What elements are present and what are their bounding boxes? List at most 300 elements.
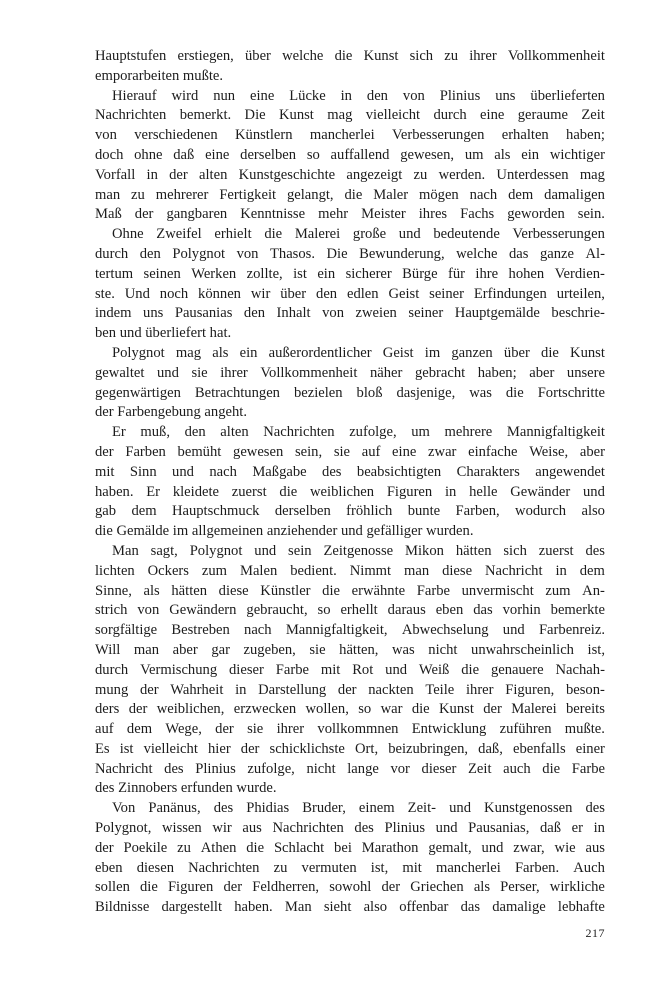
- word: Farben,: [455, 503, 500, 520]
- word: Verbesserungen: [392, 127, 485, 144]
- word: Bestreben: [171, 622, 230, 639]
- word: mehrere: [444, 424, 493, 441]
- text-line: [95, 502, 605, 522]
- word: derselben: [274, 503, 331, 520]
- word: war: [380, 701, 403, 718]
- word: dem: [508, 186, 534, 203]
- word: sollen: [95, 879, 130, 896]
- word: wichtiger: [549, 146, 605, 163]
- word: nackten: [368, 681, 414, 698]
- word: derselben: [240, 146, 297, 163]
- word: Figuren: [167, 879, 214, 896]
- word: hätten: [455, 542, 492, 559]
- word: können: [198, 285, 241, 302]
- word: zwar: [428, 443, 457, 460]
- word: und: [582, 483, 605, 500]
- word: Nachah-: [555, 661, 605, 678]
- word: die: [334, 48, 353, 64]
- word: zum: [545, 582, 571, 599]
- word: damalige: [492, 899, 546, 916]
- text-line: [95, 285, 605, 305]
- word: gewaltet: [95, 364, 145, 381]
- word: dem: [579, 562, 605, 579]
- word: sie: [191, 364, 208, 381]
- word: der: [240, 740, 260, 757]
- word: Fertigkeit: [219, 186, 277, 203]
- word: also: [363, 899, 388, 916]
- word: lichten: [95, 562, 135, 579]
- word: Athen: [200, 839, 237, 856]
- word: mögen: [419, 186, 459, 203]
- word: der: [223, 879, 243, 896]
- word: seiner: [408, 305, 444, 322]
- word: mehr: [318, 206, 349, 223]
- word: Nachrichten: [272, 820, 344, 837]
- text-line: [95, 463, 605, 483]
- word: Polygnot: [189, 542, 243, 559]
- word: sieht: [323, 899, 352, 916]
- word: Ohne: [112, 226, 144, 243]
- word: diesen: [136, 859, 174, 876]
- word: ihres: [418, 206, 448, 223]
- word: in: [340, 87, 352, 104]
- word: der: [95, 839, 114, 856]
- word: zweien: [355, 305, 397, 322]
- text-line: [95, 542, 605, 562]
- word: die: [344, 186, 363, 203]
- word: Gewänder: [510, 483, 571, 500]
- word: ihrer: [465, 681, 494, 698]
- word: zum: [201, 562, 228, 579]
- word: Mannigfaltigkeit,: [285, 622, 388, 639]
- word: zuerst: [538, 542, 574, 559]
- word: bunte: [407, 503, 441, 520]
- word: muß,: [140, 424, 170, 441]
- word: haben;: [566, 127, 605, 144]
- word: den: [139, 245, 161, 262]
- word: er: [571, 820, 583, 837]
- word: um: [411, 424, 430, 441]
- word: edlen: [346, 285, 379, 302]
- word: so: [358, 701, 372, 718]
- word: Bruder,: [302, 800, 346, 817]
- word: und: [449, 800, 471, 817]
- word: indem: [95, 305, 132, 322]
- word: vollkommnen: [317, 721, 399, 738]
- word: erhielt: [214, 226, 252, 243]
- word: Bildnisse: [95, 899, 150, 916]
- word: außerordentlicher: [268, 344, 372, 361]
- word: hätten: [171, 582, 208, 599]
- text-line: [95, 839, 605, 859]
- word: zu: [413, 166, 428, 183]
- word: in: [593, 820, 605, 837]
- word: Zeit: [468, 760, 492, 777]
- word: Darstellung: [258, 681, 327, 698]
- word: sicherer: [345, 265, 392, 282]
- word: Nachrichten: [95, 107, 167, 124]
- word: sie: [247, 721, 264, 738]
- word: Farbe: [416, 582, 450, 599]
- word: Sinne,: [95, 582, 132, 599]
- word: vielleicht: [143, 740, 198, 757]
- word: eine: [392, 443, 417, 460]
- word: Maß: [95, 206, 122, 223]
- word: diese: [218, 582, 249, 599]
- text-line: [95, 562, 605, 582]
- word: für: [447, 265, 466, 282]
- word: aus: [585, 839, 605, 856]
- word: doch: [95, 146, 124, 163]
- text-line: [95, 166, 605, 186]
- word: daß: [173, 146, 195, 163]
- text-line: [95, 265, 605, 285]
- word: gegenwärtigen: [95, 384, 181, 401]
- word: als: [143, 582, 160, 599]
- word: angewendet: [535, 463, 605, 480]
- word: Erfindungen: [473, 285, 547, 302]
- word: Vermischung: [140, 661, 218, 678]
- word: sein,: [294, 443, 323, 460]
- word: also: [581, 503, 605, 520]
- word: Marathon: [361, 839, 419, 856]
- word: zu: [131, 186, 145, 203]
- word: Maßgabe: [252, 463, 307, 480]
- word: dem: [126, 721, 153, 738]
- text-line: [95, 225, 605, 245]
- word: wie: [554, 839, 576, 856]
- word: und: [398, 226, 421, 243]
- word: Maler: [373, 186, 409, 203]
- word: wollen,: [305, 701, 349, 718]
- word: mag: [327, 107, 353, 124]
- text-line: [95, 720, 605, 740]
- word: gab: [95, 503, 117, 520]
- word: durch: [433, 107, 467, 124]
- word: man: [95, 186, 121, 203]
- word: sein: [288, 542, 312, 559]
- word: haben;: [477, 364, 517, 381]
- word: überlieferten: [530, 87, 605, 104]
- word: von: [137, 602, 160, 619]
- word: Er: [146, 483, 161, 500]
- word: nach: [209, 463, 237, 480]
- word: gemalt,: [428, 839, 472, 856]
- word: dem: [131, 503, 157, 520]
- word: zuführen: [499, 721, 552, 738]
- text-line: [95, 483, 605, 503]
- word: Plinius: [195, 760, 236, 777]
- word: Polygnot,: [95, 820, 152, 837]
- word: so: [317, 602, 331, 619]
- word: sorgfältige: [95, 622, 158, 639]
- word: Künstlern: [234, 127, 293, 144]
- word: ganzen: [451, 344, 493, 361]
- word: seiner: [429, 285, 464, 302]
- text-line: [95, 344, 605, 364]
- word: mung: [95, 681, 129, 698]
- word: An-: [582, 582, 605, 599]
- word: mußte.: [564, 721, 605, 738]
- word: einfache: [468, 443, 518, 460]
- text-line: [95, 146, 605, 166]
- word: Fachs: [460, 206, 495, 223]
- word: eben: [435, 602, 464, 619]
- word: Mikon: [405, 542, 444, 559]
- text-line: [95, 186, 605, 206]
- word: Malerei: [511, 701, 557, 718]
- word: Farbenreiz.: [538, 622, 605, 639]
- word: ganze: [539, 245, 574, 262]
- word: dieser: [229, 661, 264, 678]
- text-line: [95, 878, 605, 898]
- paragraph: [95, 799, 605, 918]
- word: haben.: [95, 483, 134, 500]
- page-number: 217: [585, 926, 605, 940]
- word: ihrer: [469, 48, 497, 64]
- word: Kunstgenossen: [484, 800, 573, 817]
- text-line: die Gemälde im allgemeinen anziehender und gefälliger wurden.: [95, 523, 474, 540]
- word: bemerkte: [550, 602, 605, 619]
- word: verschiedenen: [134, 127, 218, 144]
- word: erstiegen,: [177, 48, 234, 64]
- word: diese: [442, 562, 473, 579]
- word: von: [95, 127, 117, 144]
- text-line: der Farbengebung angeht.: [95, 404, 247, 421]
- word: fröhlich: [346, 503, 393, 520]
- text-line: [95, 304, 605, 324]
- text-line: [95, 205, 605, 225]
- word: eine: [480, 107, 505, 124]
- word: geworden: [507, 206, 565, 223]
- word: zollte,: [246, 265, 283, 282]
- word: Schlacht: [273, 839, 325, 856]
- paragraph: [95, 47, 605, 87]
- text-line: [95, 681, 605, 701]
- word: alten: [220, 424, 249, 441]
- word: nach: [469, 186, 498, 203]
- word: Es: [95, 740, 110, 757]
- word: Bewunderung,: [359, 245, 445, 262]
- word: gelangt,: [286, 186, 334, 203]
- word: Malen: [239, 562, 278, 579]
- word: angezeigt: [346, 166, 403, 183]
- word: der: [139, 681, 159, 698]
- word: Pausanias,: [468, 820, 530, 837]
- word: hohen: [508, 265, 545, 282]
- word: beizubringen,: [388, 740, 469, 757]
- word: Geist: [382, 344, 414, 361]
- word: zu: [444, 48, 459, 64]
- word: damaligen: [544, 186, 605, 203]
- word: Inhalt: [276, 305, 311, 322]
- word: bedient.: [290, 562, 337, 579]
- word: Zweifel: [156, 226, 202, 243]
- text-line: [95, 582, 605, 602]
- word: des: [585, 800, 605, 817]
- word: erzwecken: [233, 701, 297, 718]
- word: und: [157, 364, 179, 381]
- word: Lücke: [289, 87, 326, 104]
- word: auffallend: [330, 146, 390, 163]
- word: Meister: [361, 206, 406, 223]
- word: der: [381, 879, 401, 896]
- word: ein: [239, 344, 258, 361]
- word: Al-: [585, 245, 605, 262]
- word: gebracht: [414, 364, 466, 381]
- word: die: [411, 701, 430, 718]
- word: Kunst: [363, 48, 399, 64]
- word: unwahrscheinlich: [471, 641, 574, 658]
- word: bloß: [356, 384, 383, 401]
- word: was: [392, 641, 415, 658]
- text-line: [95, 364, 605, 384]
- word: bezielen: [293, 384, 343, 401]
- text-line: [95, 621, 605, 641]
- word: mancherlei: [309, 127, 375, 144]
- word: bei: [334, 839, 352, 856]
- word: mag: [175, 344, 202, 361]
- word: dasjenige,: [396, 384, 456, 401]
- word: man: [404, 562, 430, 579]
- word: nun: [213, 87, 236, 104]
- word: hier: [207, 740, 231, 757]
- word: Kunstgeschichte: [238, 166, 336, 183]
- word: von: [236, 245, 259, 262]
- paragraph: [95, 87, 605, 226]
- word: unsere: [566, 364, 605, 381]
- word: Betrachtungen: [194, 384, 280, 401]
- word: seinen: [143, 265, 181, 282]
- word: Kunst: [278, 107, 314, 124]
- word: beschrie-: [551, 305, 605, 322]
- word: die: [139, 879, 158, 896]
- word: näher: [369, 364, 403, 381]
- word: auf: [361, 443, 381, 460]
- word: zwar,: [513, 839, 545, 856]
- word: die: [541, 344, 559, 361]
- paragraph: [95, 423, 605, 542]
- word: des: [322, 463, 342, 480]
- word: alten: [199, 166, 228, 183]
- word: als: [212, 344, 229, 361]
- word: Figuren: [386, 483, 433, 500]
- word: über: [280, 285, 307, 302]
- text-line: [95, 384, 605, 404]
- word: Pausanias: [174, 305, 233, 322]
- word: Bürge: [402, 265, 438, 282]
- text-block: [95, 47, 605, 918]
- word: eine: [205, 146, 230, 163]
- word: Zeit-: [407, 800, 437, 817]
- word: den: [243, 305, 265, 322]
- word: und: [254, 542, 277, 559]
- word: zufolge,: [349, 424, 397, 441]
- word: die: [246, 839, 265, 856]
- word: offenbar: [399, 899, 449, 916]
- word: wodurch: [515, 503, 567, 520]
- word: des: [585, 542, 605, 559]
- word: ihrer: [276, 721, 305, 738]
- word: Unterdessen: [496, 166, 569, 183]
- word: uns: [143, 305, 164, 322]
- word: auch: [503, 760, 531, 777]
- text-line: [95, 898, 605, 918]
- word: Plinius: [384, 820, 426, 837]
- word: zufolge,: [247, 760, 295, 777]
- word: sowohl: [329, 879, 372, 896]
- word: Nachrichten: [263, 424, 335, 441]
- word: Nimmt: [349, 562, 392, 579]
- word: des: [164, 760, 184, 777]
- word: Kenntnisse: [240, 206, 306, 223]
- word: mit: [95, 463, 115, 480]
- word: Will: [95, 641, 121, 658]
- text-line: [95, 799, 605, 819]
- word: der: [95, 443, 114, 460]
- text-line: [95, 740, 605, 760]
- word: den: [316, 285, 338, 302]
- word: die: [264, 226, 283, 243]
- text-line: [95, 423, 605, 443]
- text-line: [95, 106, 605, 126]
- word: beabsichtigten: [356, 463, 442, 480]
- word: erhalten: [501, 127, 549, 144]
- word: Weiß: [418, 661, 450, 678]
- word: sie: [333, 443, 351, 460]
- word: Und: [124, 285, 150, 302]
- word: Nachrichten: [188, 859, 260, 876]
- word: aber: [172, 641, 198, 658]
- word: dieser: [421, 760, 457, 777]
- word: strich: [95, 602, 128, 619]
- word: schicklichste: [269, 740, 345, 757]
- word: Hierauf: [112, 87, 157, 104]
- word: mehrerer: [155, 186, 209, 203]
- word: Figuren,: [505, 681, 555, 698]
- text-line: [95, 859, 605, 879]
- word: aus: [242, 820, 262, 837]
- word: Kunst: [570, 344, 605, 361]
- word: ohne: [134, 146, 163, 163]
- word: Polygnot: [112, 344, 165, 361]
- word: Verdien-: [554, 265, 605, 282]
- word: hätten,: [339, 641, 379, 658]
- word: gar: [211, 641, 230, 658]
- word: die: [461, 661, 480, 678]
- word: Farbe: [571, 760, 605, 777]
- word: gangbaren: [166, 206, 228, 223]
- word: gebraucht,: [246, 602, 308, 619]
- text-line: [95, 87, 605, 107]
- word: Abwechselung: [401, 622, 489, 639]
- word: des: [213, 800, 234, 817]
- word: in: [444, 483, 457, 500]
- word: Nachricht: [484, 562, 543, 579]
- word: lebhafte: [557, 899, 605, 916]
- word: Ort,: [355, 740, 379, 757]
- text-line: [95, 601, 605, 621]
- text-line: [95, 245, 605, 265]
- word: Weise,: [529, 443, 569, 460]
- word: Griechen: [410, 879, 464, 896]
- word: mit: [402, 859, 422, 876]
- word: so: [306, 146, 320, 163]
- word: bedeutende: [433, 226, 500, 243]
- word: und: [435, 820, 458, 837]
- word: vor: [390, 760, 410, 777]
- word: Auch: [573, 859, 605, 876]
